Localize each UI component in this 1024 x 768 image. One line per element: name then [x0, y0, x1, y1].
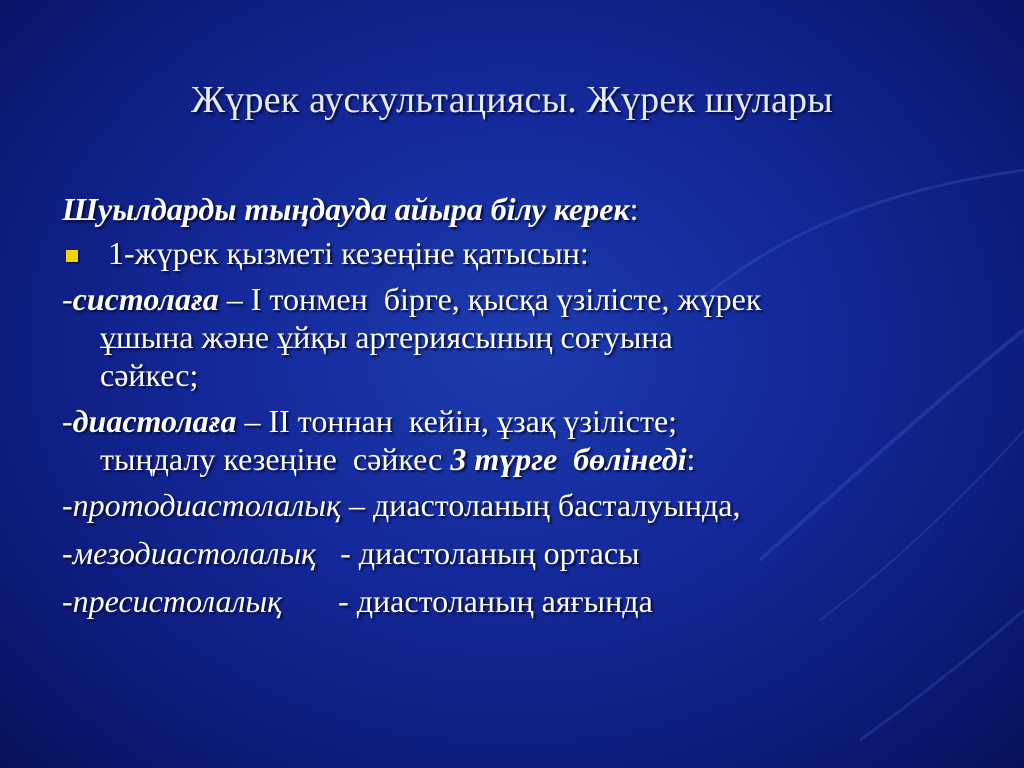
systole-line2: ұшына және ұйқы артериясының соғуына — [100, 319, 673, 355]
protodiastolic-term: -протодиастолалық — [62, 487, 341, 523]
systole-term: систолаға — [72, 281, 219, 317]
bullet-text: 1-жүрек қызметі кезеңіне қатысын: — [108, 235, 589, 271]
protodiastolic-desc: – диастоланың басталуында, — [340, 487, 741, 523]
systole-paragraph — [62, 280, 962, 394]
slide-body — [62, 190, 962, 630]
presystolic-line — [62, 582, 962, 620]
diastole-term: диастолаға — [72, 403, 237, 439]
systole-line1: – I тонмен бірге, қысқа үзілісте, жүрек — [218, 281, 762, 317]
systole-dash: - — [62, 281, 73, 317]
diastole-line2-end: : — [686, 441, 696, 477]
presystolic-desc: - диастоланың аяғында — [282, 583, 653, 619]
presystolic-term: -пресистолалық — [62, 583, 283, 619]
square-bullet-icon — [66, 250, 78, 262]
mesodiastolic-line — [62, 534, 962, 572]
bullet-item — [62, 234, 962, 272]
slide-title: Жүрек аускультациясы. Жүрек шулары — [191, 79, 833, 121]
diastole-three-types: 3 түрге бөлінеді — [450, 441, 687, 477]
mesodiastolic-term: -мезодиастолалық — [62, 535, 317, 571]
diastole-line1: – II тоннан кейін, ұзақ үзілісте; — [236, 403, 678, 439]
diastole-paragraph — [62, 402, 962, 478]
systole-line3: сәйкес; — [100, 357, 199, 393]
diastole-dash: - — [62, 403, 73, 439]
mesodiastolic-desc: - диастоланың ортасы — [316, 535, 640, 571]
heading-line — [62, 190, 962, 228]
diastole-line2-start: тыңдалу кезеңіне сәйкес — [100, 441, 451, 477]
heading-text: Шуылдарды тыңдауда айыра білу керек — [62, 191, 630, 227]
heading-colon: : — [629, 191, 639, 227]
protodiastolic-line — [62, 486, 962, 524]
